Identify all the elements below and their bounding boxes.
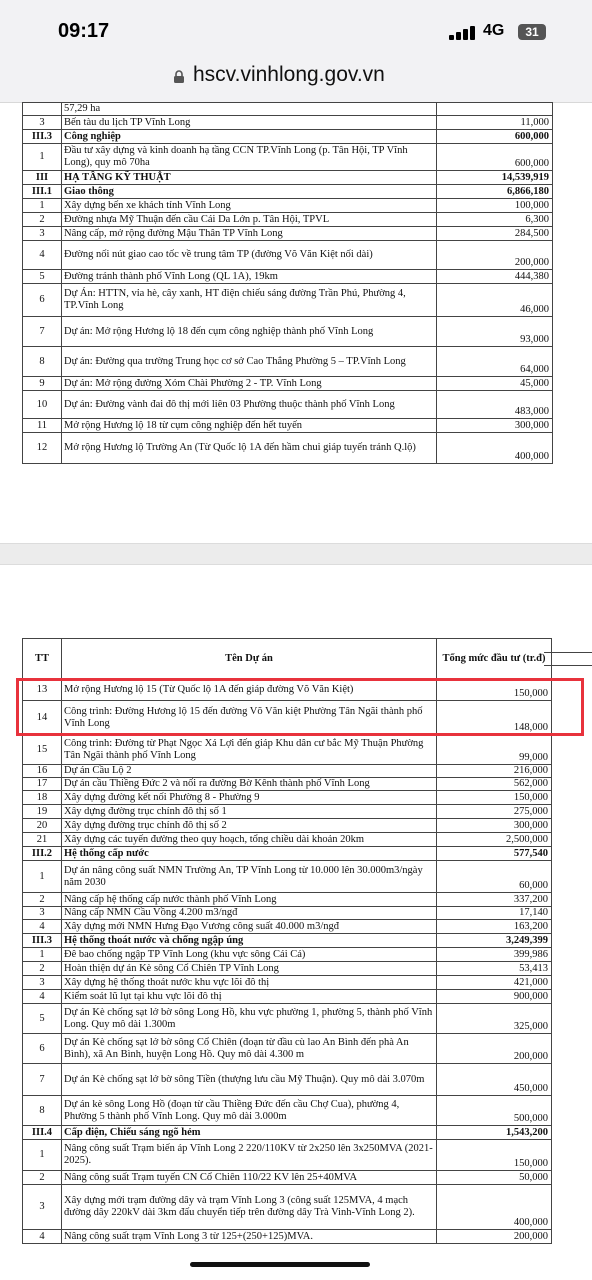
table-row [23, 103, 553, 116]
signal-icon [449, 24, 479, 40]
row-value [437, 103, 553, 116]
row-value: 421,000 [437, 976, 552, 990]
row-tt: 2 [23, 213, 62, 227]
row-tt: 10 [23, 391, 62, 419]
table-row [23, 317, 553, 347]
battery-icon: 31 [518, 24, 546, 40]
row-value: 3,249,399 [437, 934, 552, 948]
table-row [23, 893, 552, 907]
table-header-row [23, 639, 552, 679]
row-value: 300,000 [437, 419, 553, 433]
row-tt: 18 [23, 791, 62, 805]
table-row [23, 241, 553, 270]
row-value: 444,380 [437, 270, 553, 284]
row-name: Dự án: Mở rộng Hương lộ 18 đến cụm công nghiệp thành phố Vĩnh Long [62, 317, 437, 347]
row-tt: 13 [23, 679, 62, 701]
row-tt: III.1 [23, 185, 62, 199]
row-value: 200,000 [437, 1230, 552, 1244]
table-row [23, 1004, 552, 1034]
investment-table-part1 [22, 102, 553, 464]
row-tt: 1 [23, 199, 62, 213]
row-value: 216,000 [437, 765, 552, 778]
table-row [23, 819, 552, 833]
row-tt: 15 [23, 735, 62, 765]
page-separator [0, 543, 592, 565]
row-value: 53,413 [437, 962, 552, 976]
row-name: Dự án: Đường vành đai đô thị mới liên 03 Phường thuộc thành phố Vĩnh Long [62, 391, 437, 419]
table-row [23, 185, 553, 199]
row-tt: 1 [23, 861, 62, 893]
row-name: Nâng công suất trạm Vĩnh Long 3 từ 125+(250+125)MVA. [62, 1230, 437, 1244]
table-row [23, 199, 553, 213]
table-row [23, 962, 552, 976]
row-value: 275,000 [437, 805, 552, 819]
table-row [23, 765, 552, 778]
table-row [23, 791, 552, 805]
table-row [23, 284, 553, 317]
table-row [23, 1230, 552, 1244]
network-type: 4G [483, 22, 505, 39]
row-value: 150,000 [437, 1140, 552, 1171]
row-tt: 3 [23, 1185, 62, 1230]
row-name: Xây dựng hệ thống thoát nước khu vực lõi đô thị [62, 976, 437, 990]
table-row [23, 377, 553, 391]
row-name: Đường nối nút giao cao tốc về trung tâm TP (đường Võ Văn Kiệt nối dài) [62, 241, 437, 270]
row-name: Đường tránh thành phố Vĩnh Long (QL 1A), 19km [62, 270, 437, 284]
row-name: Xây dựng bến xe khách tỉnh Vĩnh Long [62, 199, 437, 213]
row-tt: 6 [23, 1034, 62, 1064]
row-name: Mở rộng Hương lộ 15 (Từ Quốc lộ 1A đến giáp đường Võ Văn Kiệt) [62, 679, 437, 701]
row-name: Dự án Kè chống sạt lở bờ sông Cổ Chiên (đoạn từ đầu cù lao An Bình đến phà An Bình), xã An Bình, huyện Long Hồ. Quy mô dài 4.300 m [62, 1034, 437, 1064]
row-value: 64,000 [437, 347, 553, 377]
row-value: 150,000 [437, 791, 552, 805]
row-name: Nâng cấp, mở rộng đường Mậu Thân TP Vĩnh Long [62, 227, 437, 241]
table-row [23, 1126, 552, 1140]
row-tt: 1 [23, 144, 62, 171]
row-name: Dự án Cầu Lộ 2 [62, 765, 437, 778]
row-name: Xây dựng mới trạm đường dây và trạm Vĩnh Long 3 (công suất 125MVA, 4 mạch đường dây 220kV dài 3km đấu chuyển tiếp trên đường dây Trà Vinh-Vĩnh Long 2). [62, 1185, 437, 1230]
row-name: Mở rộng Hương lộ 18 từ cụm công nghiệp đến hết tuyến [62, 419, 437, 433]
row-name: Dự án: Mở rộng đường Xóm Chài Phường 2 - TP. Vĩnh Long [62, 377, 437, 391]
row-tt: 7 [23, 317, 62, 347]
row-value: 337,200 [437, 893, 552, 907]
row-name: Dự Án: HTTN, vỉa hè, cây xanh, HT điện chiếu sáng đường Trần Phú, Phường 4, TP.Vĩnh Long [62, 284, 437, 317]
row-name: Dự án Kè chống sạt lở bờ sông Long Hồ, khu vực phường 1, phường 5, thành phố Vĩnh Long. Quy mô dài 1.300m [62, 1004, 437, 1034]
lock-icon [173, 70, 185, 83]
row-value: 163,200 [437, 920, 552, 934]
row-name: Công trình: Đường từ Phạt Ngọc Xá Lợi đến giáp Khu dân cư bắc Mỹ Thuận Phường Tân Ngãi thành phố Vĩnh Long [62, 735, 437, 765]
table-row [23, 1034, 552, 1064]
table-row [23, 907, 552, 920]
row-value: 300,000 [437, 819, 552, 833]
row-name: Nâng công suất Trạm tuyến CN Cổ Chiên 110/22 KV lên 25+40MVA [62, 1171, 437, 1185]
row-name: Dự án Kè chống sạt lở bờ sông Tiền (thượng lưu cầu Mỹ Thuận). Quy mô dài 3.070m [62, 1064, 437, 1096]
row-tt: 5 [23, 270, 62, 284]
row-tt: 5 [23, 1004, 62, 1034]
row-name: Kiểm soát lũ lụt tại khu vực lõi đô thị [62, 990, 437, 1004]
row-value: 11,000 [437, 116, 553, 130]
highlight-box [16, 678, 584, 736]
row-name: Nâng cấp hệ thống cấp nước thành phố Vĩnh Long [62, 893, 437, 907]
row-value: 200,000 [437, 1034, 552, 1064]
row-tt: III [23, 171, 62, 185]
table-row [23, 934, 552, 948]
row-tt: 21 [23, 833, 62, 847]
row-tt: 14 [23, 701, 62, 735]
row-value: 17,140 [437, 907, 552, 920]
table-row [23, 833, 552, 847]
row-tt: 7 [23, 1064, 62, 1096]
row-value: 50,000 [437, 1171, 552, 1185]
row-tt: 2 [23, 1171, 62, 1185]
table-row [23, 1064, 552, 1096]
header-value: Tổng mức đầu tư (tr.đ) [437, 639, 552, 679]
row-name: Nâng cấp NMN Cầu Vồng 4.200 m3/ngđ [62, 907, 437, 920]
table-row [23, 391, 553, 419]
row-name: Công nghiệp [62, 130, 437, 144]
row-name: Nâng công suất Trạm biến áp Vĩnh Long 2 220/110KV từ 2x250 lên 3x250MVA (2021-2025). [62, 1140, 437, 1171]
row-tt: 4 [23, 920, 62, 934]
row-value: 399,986 [437, 948, 552, 962]
table-row [23, 270, 553, 284]
row-tt: 1 [23, 948, 62, 962]
row-name: Đầu tư xây dựng và kinh doanh hạ tầng CCN TP.Vĩnh Long (p. Tân Hội, TP Vĩnh Long), quy mô 70ha [62, 144, 437, 171]
row-value: 99,000 [437, 735, 552, 765]
row-name: Xây dựng đường trục chính đô thị số 2 [62, 819, 437, 833]
row-name: HẠ TẦNG KỸ THUẬT [62, 171, 437, 185]
row-value: 6,866,180 [437, 185, 553, 199]
row-tt: III.4 [23, 1126, 62, 1140]
row-value: 500,000 [437, 1096, 552, 1126]
row-name: Xây dựng các tuyến đường theo quy hoạch, tổng chiều dài khoản 20km [62, 833, 437, 847]
row-tt: 4 [23, 241, 62, 270]
row-value: 483,000 [437, 391, 553, 419]
row-tt: 4 [23, 1230, 62, 1244]
row-value: 46,000 [437, 284, 553, 317]
table-row [23, 1185, 552, 1230]
table-row [23, 847, 552, 861]
row-value: 45,000 [437, 377, 553, 391]
row-tt: 2 [23, 962, 62, 976]
row-tt [23, 103, 62, 116]
table-row [23, 1140, 552, 1171]
row-name: 57,29 ha [62, 103, 437, 116]
row-value: 577,540 [437, 847, 552, 861]
row-tt: 4 [23, 990, 62, 1004]
table-row [23, 213, 553, 227]
table-row [23, 990, 552, 1004]
row-name: Đê bao chống ngập TP Vĩnh Long (khu vực sông Cái Cá) [62, 948, 437, 962]
row-name: Hệ thống cấp nước [62, 847, 437, 861]
table-row [23, 347, 553, 377]
row-tt: 2 [23, 893, 62, 907]
row-value: 150,000 [437, 679, 552, 701]
table-row [23, 419, 553, 433]
row-value: 325,000 [437, 1004, 552, 1034]
row-value: 1,543,200 [437, 1126, 552, 1140]
table-row [23, 805, 552, 819]
table-row [23, 920, 552, 934]
row-name: Xây dựng đường kết nối Phường 8 - Phường 9 [62, 791, 437, 805]
row-name: Dự án: Đường qua trường Trung học cơ sở Cao Thắng Phường 5 – TP.Vĩnh Long [62, 347, 437, 377]
row-name: Công trình: Đường Hương lộ 15 đến đường Võ Văn kiệt Phường Tân Ngãi thành phố Vĩnh Long [62, 701, 437, 735]
row-value: 200,000 [437, 241, 553, 270]
table-row [23, 130, 553, 144]
row-tt: 3 [23, 116, 62, 130]
row-value: 2,500,000 [437, 833, 552, 847]
home-indicator[interactable] [190, 1262, 370, 1267]
row-name: Giao thông [62, 185, 437, 199]
row-name: Bến tàu du lịch TP Vĩnh Long [62, 116, 437, 130]
table-row [23, 144, 553, 171]
row-value: 562,000 [437, 778, 552, 791]
row-tt: 20 [23, 819, 62, 833]
row-value: 900,000 [437, 990, 552, 1004]
row-tt: 16 [23, 765, 62, 778]
row-tt: 8 [23, 1096, 62, 1126]
row-tt: 3 [23, 227, 62, 241]
row-tt: 3 [23, 907, 62, 920]
row-value: 400,000 [437, 433, 553, 464]
row-value: 148,000 [437, 701, 552, 735]
row-tt: 19 [23, 805, 62, 819]
table-row [23, 778, 552, 791]
row-name: Xây dựng đường trục chính đô thị số 1 [62, 805, 437, 819]
table-row [23, 116, 553, 130]
table-row [23, 1171, 552, 1185]
table-row [23, 976, 552, 990]
table-row [23, 1096, 552, 1126]
row-tt: 9 [23, 377, 62, 391]
table-row [23, 735, 552, 765]
row-value: 6,300 [437, 213, 553, 227]
row-value: 60,000 [437, 861, 552, 893]
row-name: Đường nhựa Mỹ Thuận đến cầu Cái Da Lớn p. Tân Hội, TPVL [62, 213, 437, 227]
table-row [23, 433, 553, 464]
row-tt: III.2 [23, 847, 62, 861]
url-text[interactable]: hscv.vinhlong.gov.vn [193, 63, 385, 86]
row-value: 100,000 [437, 199, 553, 213]
row-name: Hoàn thiện dự án Kè sông Cổ Chiên TP Vĩnh Long [62, 962, 437, 976]
row-tt: 6 [23, 284, 62, 317]
header-tt: TT [23, 639, 62, 679]
row-value: 600,000 [437, 144, 553, 171]
clock: 09:17 [58, 20, 110, 42]
table-row [23, 171, 553, 185]
row-tt: III.3 [23, 130, 62, 144]
row-name: Dự án nâng công suất NMN Trường An, TP Vĩnh Long từ 10.000 lên 30.000m3/ngày năm 2030 [62, 861, 437, 893]
row-value: 93,000 [437, 317, 553, 347]
status-bar [0, 0, 592, 52]
row-value: 600,000 [437, 130, 553, 144]
row-tt: 12 [23, 433, 62, 464]
row-value: 400,000 [437, 1185, 552, 1230]
row-name: Dự án kè sông Long Hồ (đoạn từ cầu Thiềng Đức đến cầu Chợ Cua), phường 4, Phường 5 thành phố Vĩnh Long. Quy mô dài 3.000m [62, 1096, 437, 1126]
row-tt: 11 [23, 419, 62, 433]
row-tt: 1 [23, 1140, 62, 1171]
row-tt: 17 [23, 778, 62, 791]
row-value: 14,539,919 [437, 171, 553, 185]
table-row [23, 861, 552, 893]
row-tt: 3 [23, 976, 62, 990]
row-name: Hệ thống thoát nước và chống ngập úng [62, 934, 437, 948]
row-name: Cấp điện, Chiếu sáng ngõ hẻm [62, 1126, 437, 1140]
row-name: Mở rộng Hương lộ Trường An (Từ Quốc lộ 1A đến hầm chui giáp tuyến tránh Q.lộ) [62, 433, 437, 464]
row-name: Dự án cầu Thiềng Đức 2 và nối ra đường Bờ Kênh thành phố Vĩnh Long [62, 778, 437, 791]
row-value: 450,000 [437, 1064, 552, 1096]
table-row [23, 227, 553, 241]
header-name: Tên Dự án [62, 639, 437, 679]
table-row [23, 948, 552, 962]
row-name: Xây dựng mới NMN Hưng Đạo Vương công suất 40.000 m3/ngđ [62, 920, 437, 934]
row-tt: 8 [23, 347, 62, 377]
row-tt: III.3 [23, 934, 62, 948]
row-value: 284,500 [437, 227, 553, 241]
